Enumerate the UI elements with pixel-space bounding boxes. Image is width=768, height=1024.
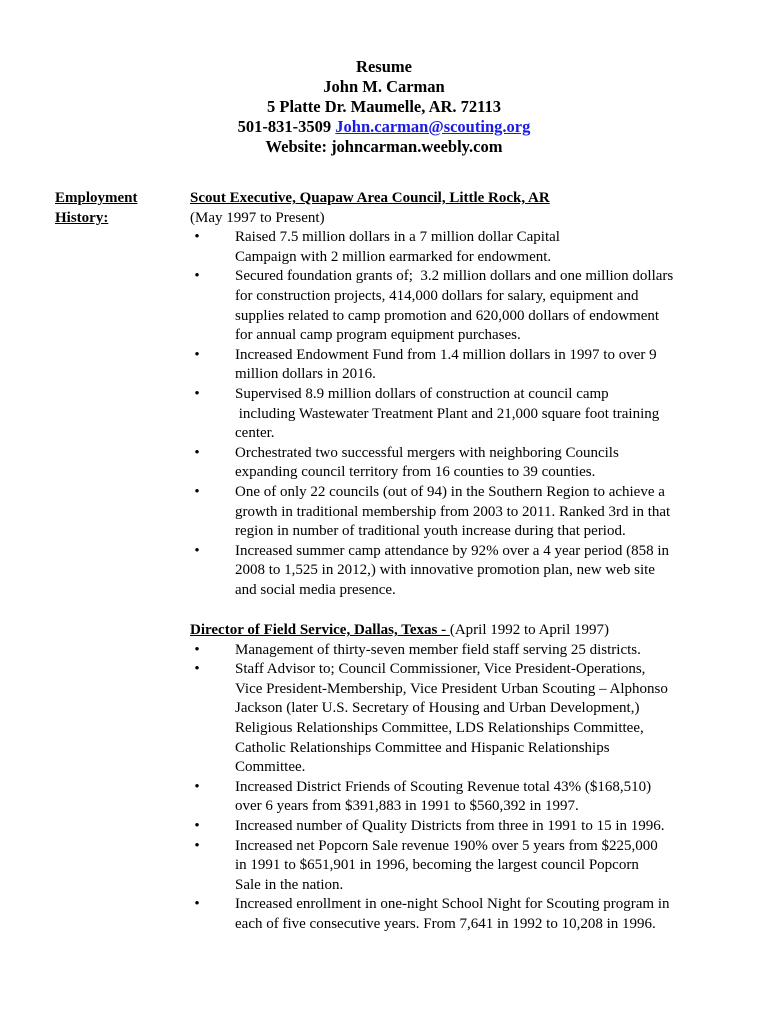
bullet-icon: • xyxy=(194,837,200,854)
bullet-icon: • xyxy=(194,778,200,795)
bullet-item xyxy=(190,483,730,542)
bullet-text-line: over 6 years from $391,883 in 1991 to $560,392 in 1997. xyxy=(235,798,579,815)
candidate-website: Website: johncarman.weebly.com xyxy=(265,137,503,156)
bullet-text-line: Religious Relationships Committee, LDS Relationships Committee, xyxy=(235,719,644,736)
bullet-text-line: Staff Advisor to; Council Commissioner, Vice President-Operations, xyxy=(235,661,646,678)
bullet-icon: • xyxy=(194,896,200,913)
bullet-text-line: Increased enrollment in one-night School Night for Scouting program in xyxy=(235,896,670,913)
document-title: Resume xyxy=(356,57,412,76)
bullet-text-line: 2008 to 1,525 in 2012,) with innovative promotion plan, new web site xyxy=(235,562,655,579)
contact-line xyxy=(0,117,768,137)
bullet-item xyxy=(190,346,730,385)
bullet-text-line: Supervised 8.9 million dollars of construction at council camp xyxy=(235,385,609,402)
bullet-text-line: Campaign with 2 million earmarked for endowment. xyxy=(235,248,552,265)
job-bullet-list xyxy=(190,641,730,935)
job-title: Scout Executive, Quapaw Area Council, Little Rock, AR xyxy=(190,190,550,206)
bullet-text-line: for annual camp program equipment purchases. xyxy=(235,327,521,344)
resume-header xyxy=(0,57,768,157)
bullet-icon: • xyxy=(194,268,200,285)
bullet-text-line: and social media presence. xyxy=(235,581,396,598)
bullet-item xyxy=(190,641,730,661)
bullet-text-line: Management of thirty-seven member field staff serving 25 districts. xyxy=(235,641,641,658)
bullet-text-line: Sale in the nation. xyxy=(235,876,344,893)
bullet-text-line: center. xyxy=(235,425,275,442)
job-entry-director-field-service xyxy=(190,621,730,935)
bullet-text-line: region in number of traditional youth increase during that period. xyxy=(235,523,626,540)
bullet-icon: • xyxy=(194,483,200,500)
bullet-item xyxy=(190,542,730,601)
employment-history-label xyxy=(55,189,138,228)
section-label-line2: History: xyxy=(55,209,109,226)
job-dates: (May 1997 to Present) xyxy=(190,209,325,226)
candidate-phone: 501-831-3509 xyxy=(237,117,332,136)
bullet-text-line: One of only 22 councils (out of 94) in the Southern Region to achieve a xyxy=(235,483,665,500)
bullet-icon: • xyxy=(194,542,200,559)
bullet-item xyxy=(190,267,730,345)
bullet-icon: • xyxy=(194,661,200,678)
bullet-text-line: expanding council territory from 16 counties to 39 counties. xyxy=(235,464,596,481)
email-link[interactable]: John.carman@scouting.org xyxy=(335,117,531,136)
bullet-text-line: Jackson (later U.S. Secretary of Housing and Urban Development,) xyxy=(235,700,640,717)
bullet-item xyxy=(190,778,730,817)
bullet-icon: • xyxy=(194,346,200,363)
candidate-name: John M. Carman xyxy=(323,77,445,96)
bullet-icon: • xyxy=(194,229,200,246)
bullet-text-line: Increased number of Quality Districts from three in 1991 to 15 in 1996. xyxy=(235,817,665,834)
bullet-text-line: supplies related to camp promotion and 620,000 dollars of endowment xyxy=(235,307,660,324)
bullet-item xyxy=(190,660,730,778)
bullet-icon: • xyxy=(194,641,200,658)
job-entry-scout-executive xyxy=(190,189,730,600)
bullet-text-line: growth in traditional membership from 2003 to 2011. Ranked 3rd in that xyxy=(235,503,671,520)
bullet-icon: • xyxy=(194,444,200,461)
bullet-text-line: each of five consecutive years. From 7,641 in 1992 to 10,208 in 1996. xyxy=(235,915,656,932)
bullet-text-line: Raised 7.5 million dollars in a 7 million dollar Capital xyxy=(235,229,560,246)
bullet-text-line: for construction projects, 414,000 dollars for salary, equipment and xyxy=(235,287,639,304)
bullet-icon: • xyxy=(194,385,200,402)
section-label-line1: Employment xyxy=(55,190,138,206)
bullet-item xyxy=(190,817,730,837)
bullet-text-line: Catholic Relationships Committee and Hispanic Relationships xyxy=(235,739,610,756)
bullet-item xyxy=(190,895,730,934)
bullet-text-line: Increased summer camp attendance by 92% over a 4 year period (858 in xyxy=(235,542,669,559)
job-title: Director of Field Service, Dallas, Texas - xyxy=(190,622,450,638)
bullet-text-line: Committee. xyxy=(235,759,306,776)
job-dates: (April 1992 to April 1997) xyxy=(449,622,609,638)
bullet-item xyxy=(190,837,730,896)
job-heading xyxy=(190,621,730,641)
bullet-text-line: million dollars in 2016. xyxy=(235,366,376,383)
bullet-text-line: Vice President-Membership, Vice President Urban Scouting – Alphonso xyxy=(235,680,668,697)
bullet-item xyxy=(190,444,730,483)
bullet-text-line: Orchestrated two successful mergers with neighboring Councils xyxy=(235,444,619,461)
bullet-text-line: Secured foundation grants of; 3.2 million dollars and one million dollars xyxy=(235,268,674,285)
candidate-address: 5 Platte Dr. Maumelle, AR. 72113 xyxy=(266,97,502,116)
bullet-icon: • xyxy=(194,817,200,834)
job-bullet-list xyxy=(190,228,730,600)
bullet-item xyxy=(190,385,730,444)
bullet-text-line: including Wastewater Treatment Plant and 21,000 square foot training xyxy=(235,405,660,422)
bullet-text-line: Increased net Popcorn Sale revenue 190% over 5 years from $225,000 xyxy=(235,837,658,854)
bullet-text-line: Increased Endowment Fund from 1.4 million dollars in 1997 to over 9 xyxy=(235,346,657,363)
bullet-text-line: Increased District Friends of Scouting Revenue total 43% ($168,510) xyxy=(235,778,652,795)
bullet-text-line: in 1991 to $651,901 in 1996, becoming the largest council Popcorn xyxy=(235,857,639,874)
bullet-item xyxy=(190,228,730,267)
